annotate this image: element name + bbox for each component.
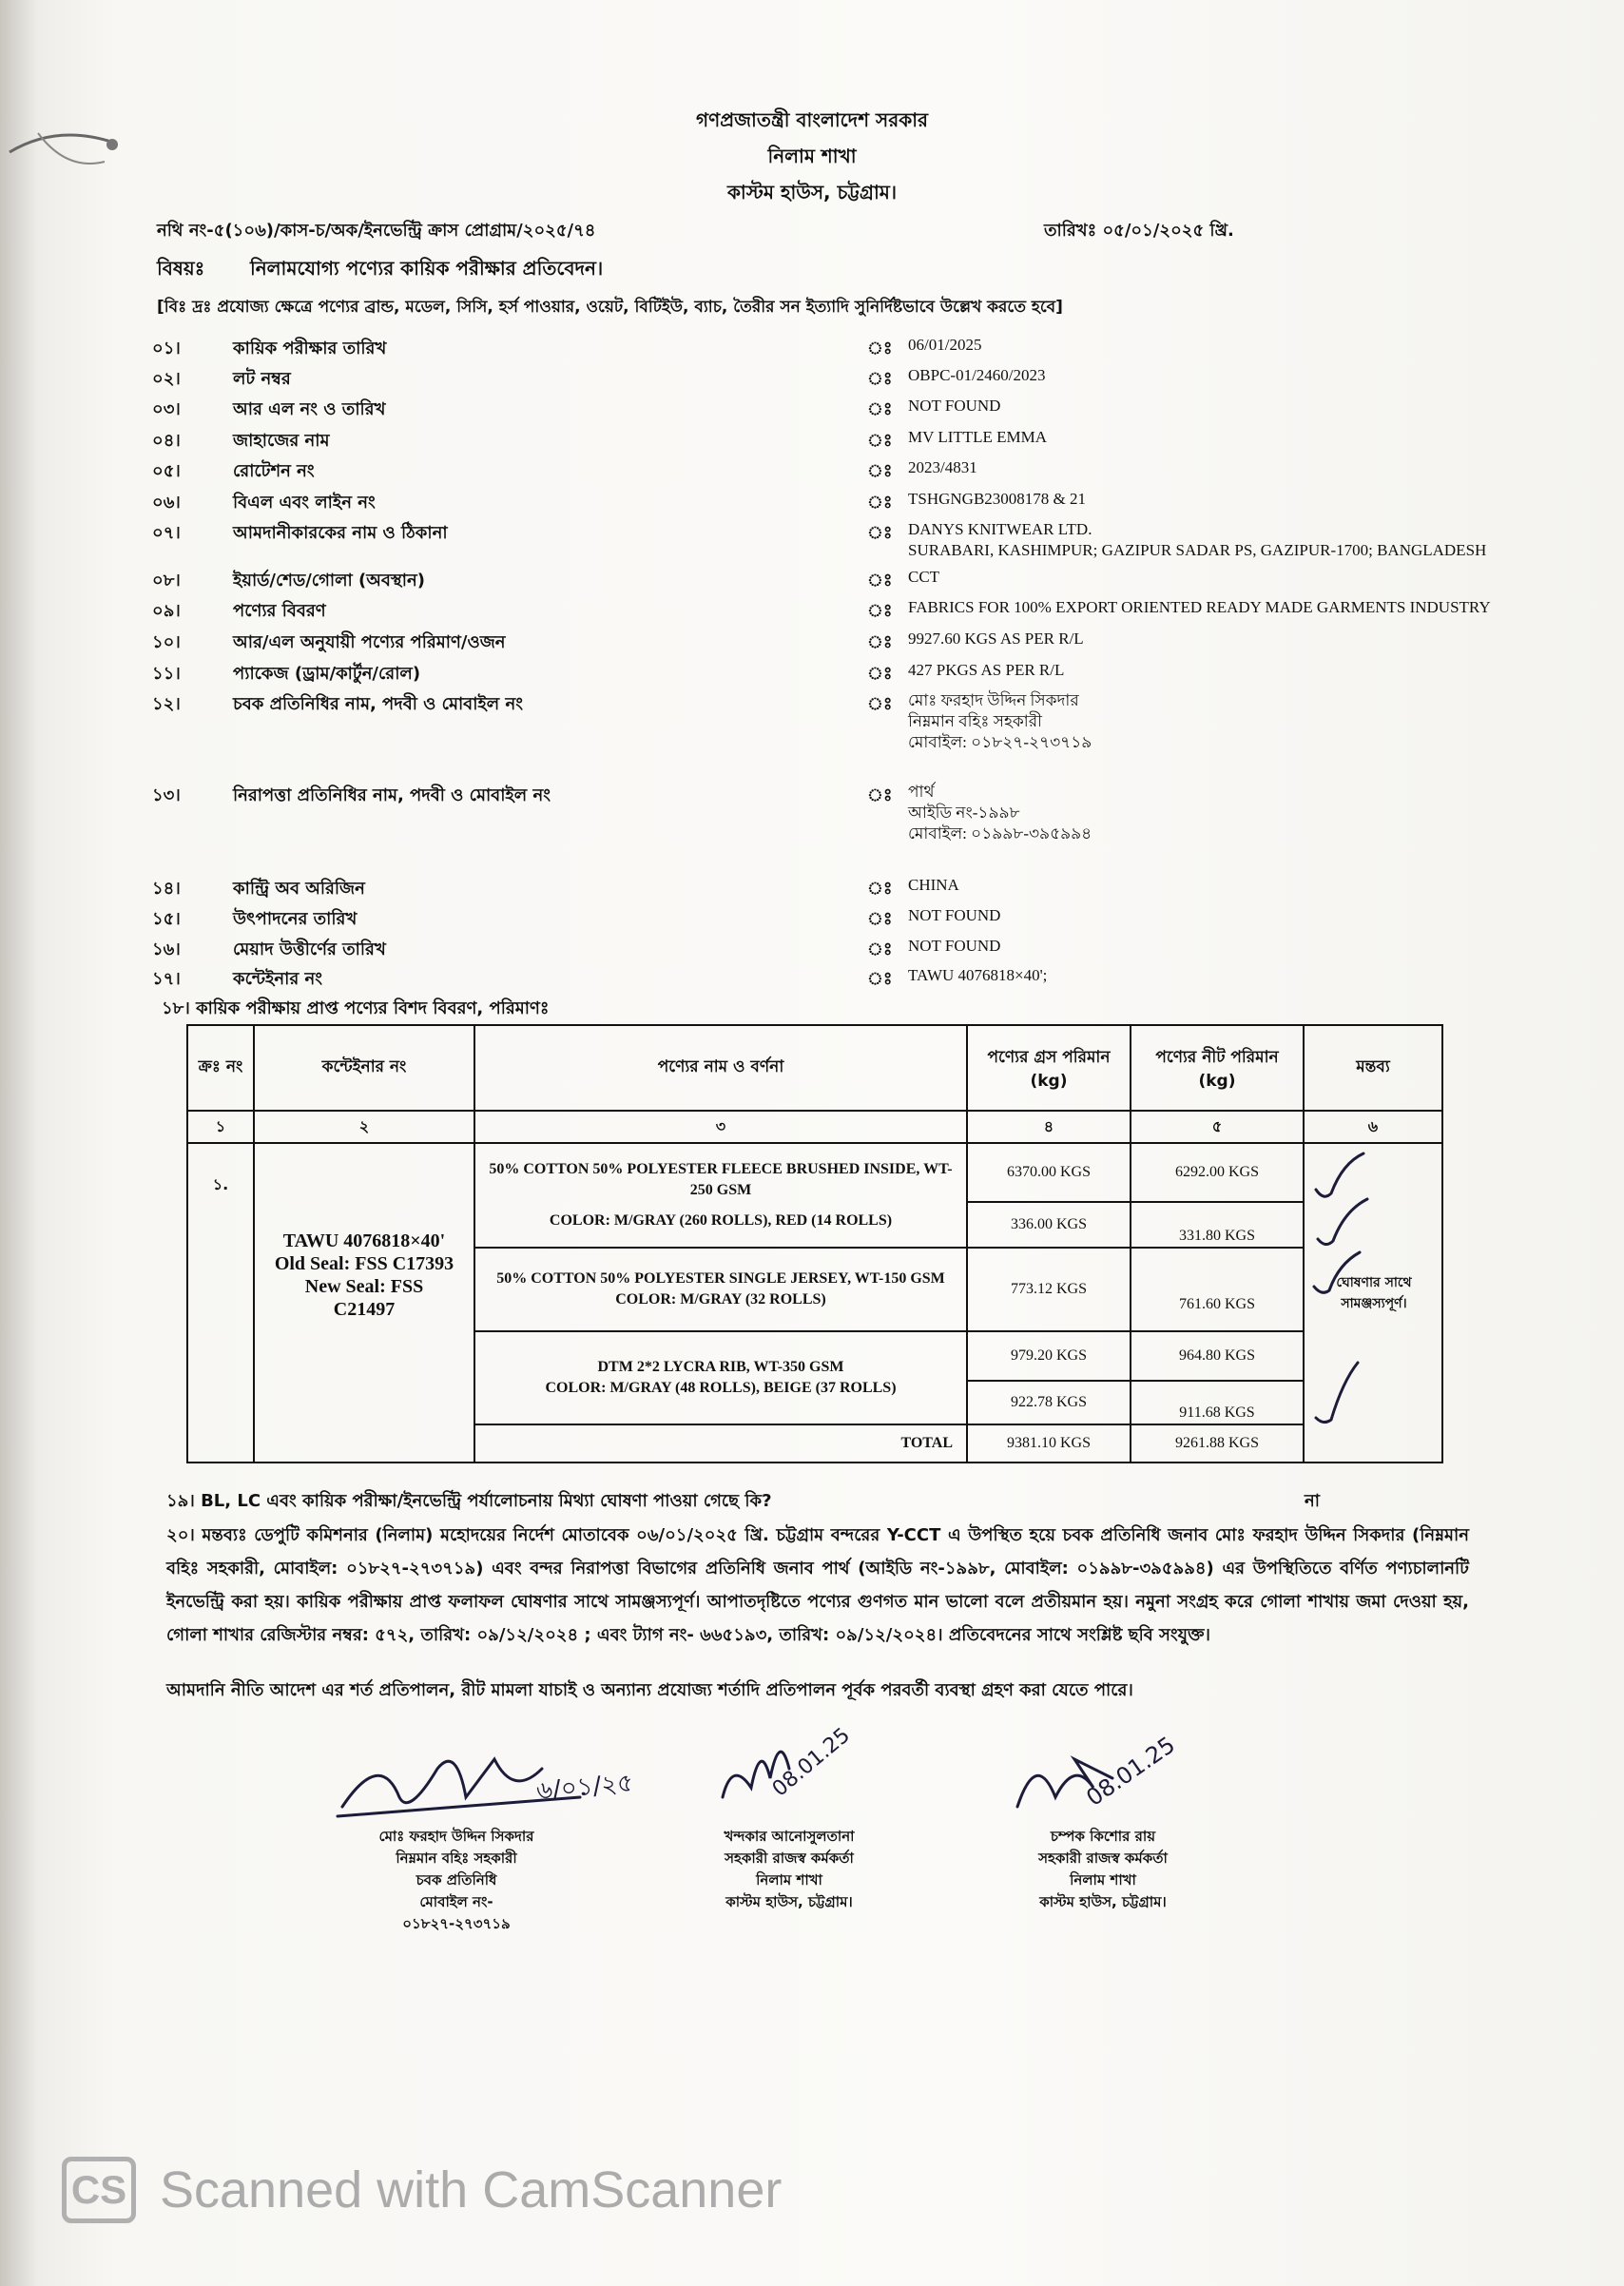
goods-table (186, 1024, 1443, 1463)
item-number: ১৬। (152, 940, 181, 959)
item-label: মেয়াদ উত্তীর্ণের তারিখ (233, 940, 386, 959)
colnum-6: ৬ (1304, 1111, 1442, 1143)
table-header-row (187, 1025, 1442, 1111)
colnum-3: ৩ (474, 1111, 967, 1143)
header-line-2: নিলাম শাখা (767, 145, 857, 167)
item-value: 427 PKGS AS PER R/L (908, 661, 1065, 679)
item-colon: ঃ (867, 879, 893, 899)
signature-3-date: 08.01.25 (1081, 1731, 1180, 1811)
item-colon: ঃ (867, 785, 893, 805)
gross-cell: 773.12 KGS (967, 1248, 1131, 1331)
goods-cell-3 (474, 1331, 967, 1424)
item-value: CCT (908, 568, 940, 586)
colnum-1: ১ (187, 1111, 254, 1143)
item-number: ০৩। (152, 399, 181, 419)
header-remark: মন্তব্য (1304, 1025, 1442, 1111)
signatory-1-title: নিম্নমান বহিঃ সহকারী (396, 1850, 517, 1867)
item-number: ১৫। (152, 909, 181, 929)
item-colon: ঃ (867, 909, 893, 929)
header-container: কন্টেইনার নং (254, 1025, 474, 1111)
item-row (152, 489, 1483, 517)
item-colon: ঃ (867, 461, 893, 481)
item-row (152, 690, 1483, 751)
item-colon: ঃ (867, 601, 893, 621)
signatory-2-office: কাস্টম হাউস, চট্টগ্রাম। (725, 1893, 853, 1910)
item-value: MV LITTLE EMMA (908, 428, 1048, 446)
signature-2-date: 08.01.25 (767, 1723, 855, 1802)
item-row (152, 597, 1491, 626)
item-colon: ঃ (867, 399, 893, 419)
signatory-3 (989, 1826, 1217, 1913)
item-number: ১২। (152, 694, 181, 714)
item-value: TSHGNGB23008178 & 21 (908, 490, 1087, 508)
subject-label: বিষয়ঃ (157, 257, 205, 280)
item-row (152, 660, 1483, 688)
signatory-3-dept: নিলাম শাখা (1070, 1871, 1136, 1889)
item-label: উৎপাদনের তারিখ (233, 909, 358, 929)
subject: নিলামযোগ্য পণ্যের কায়িক পরীক্ষার প্রতিবেদন। (250, 257, 604, 280)
signatory-2-dept: নিলাম শাখা (756, 1871, 822, 1889)
item-colon: ঃ (867, 431, 893, 451)
total-net: 9261.88 KGS (1131, 1424, 1304, 1463)
item-number: ১৪। (152, 879, 181, 899)
item-colon: ঃ (867, 339, 893, 358)
item-row (152, 936, 1483, 964)
signatory-1 (342, 1826, 570, 1935)
item-number: ০৬। (152, 493, 181, 513)
goods-cell-1 (474, 1143, 967, 1248)
item-row (152, 905, 1483, 934)
item-number: ১৩। (152, 785, 181, 805)
item-value: NOT FOUND (908, 906, 1001, 924)
item-number: ০৫। (152, 461, 181, 481)
item-label: লট নম্বর (233, 369, 291, 389)
signatory-3-title: সহকারী রাজস্ব কর্মকর্তা (1038, 1850, 1168, 1867)
signature-1-date: ৬/০১/২৫ (534, 1769, 635, 1806)
net-cell: 911.68 KGS (1131, 1381, 1304, 1424)
item-label: জাহাজের নাম (233, 431, 330, 451)
item-number: ১৭। (152, 969, 181, 989)
gross-cell: 979.20 KGS (967, 1331, 1131, 1381)
item-colon: ঃ (867, 493, 893, 513)
item-label: চবক প্রতিনিধির নাম, পদবী ও মোবাইল নং (233, 694, 523, 714)
signatory-3-office: কাস্টম হাউস, চট্টগ্রাম। (1039, 1893, 1167, 1910)
item-value: DANYS KNITWEAR LTD. SURABARI, KASHIMPUR; GAZIPUR SADAR PS, GAZIPUR-1700; BANGLADESH (908, 520, 1487, 559)
item-label: আমদানীকারকের নাম ও ঠিকানা (233, 523, 448, 543)
item-label: ইয়ার্ড/শেড/গোলা (অবস্থান) (233, 571, 425, 591)
goods-desc-2: 50% COTTON 50% POLYESTER SINGLE JERSEY, WT-150 GSM (496, 1270, 945, 1287)
item-colon: ঃ (867, 969, 893, 989)
header-line-1: গণপ্রজাতন্ত্রী বাংলাদেশ সরকার (696, 108, 928, 131)
item-value: পার্থ আইডি নং-১৯৯৮ মোবাইল: ০১৯৯৮-৩৯৫৯৯৪ (908, 783, 1092, 843)
remark-cell (1304, 1143, 1442, 1463)
item-colon: ঃ (867, 571, 893, 591)
total-label: TOTAL (474, 1424, 967, 1463)
item-number: ১০। (152, 632, 181, 652)
item-colon: ঃ (867, 369, 893, 389)
item-value: NOT FOUND (908, 397, 1001, 415)
item-row (152, 396, 1483, 424)
item-colon: ঃ (867, 523, 893, 543)
signatory-3-name: চম্পক কিশোর রায় (1050, 1828, 1156, 1845)
item-row (152, 427, 1483, 455)
goods-desc-3: DTM 2*2 LYCRA RIB, WT-350 GSM (597, 1359, 844, 1375)
item-row (152, 875, 1483, 903)
remark-text: ঘোষণার সাথে সামঞ্জস্যপূর্ণ। (1336, 1275, 1412, 1311)
signatory-2 (675, 1826, 903, 1913)
goods-desc-1: 50% COTTON 50% POLYESTER FLEECE BRUSHED INSIDE, WT-250 GSM (489, 1161, 953, 1198)
report-date: তারিখঃ ০৫/০১/২০২৫ খ্রি. (1044, 221, 1234, 241)
table-row (187, 1143, 1442, 1202)
question-19-answer: না (1305, 1491, 1320, 1511)
item-colon: ঃ (867, 664, 893, 684)
item-value: 06/01/2025 (908, 336, 982, 354)
signatory-1-mobile: ০১৮২৭-২৭৩৭১৯ (402, 1915, 511, 1932)
serial-cell: ১. (187, 1143, 254, 1463)
file-number: নথি নং-৫(১০৬)/কাস-চ/অক/ইনভেন্ট্রি ক্রাস প্রোগ্রাম/২০২৫/৭৪ (157, 221, 596, 241)
container-cell: TAWU 4076818×40' Old Seal: FSS C17393 New Seal: FSS C21497 (254, 1143, 474, 1463)
item-row (152, 567, 1483, 595)
item-value: মোঃ ফরহাদ উদ্দিন সিকদার নিম্নমান বহিঃ সহকারী মোবাইল: ০১৮২৭-২৭৩৭১৯ (908, 691, 1092, 751)
camscanner-watermark: Scanned with CamScanner (160, 2161, 783, 2218)
signature-2-icon (694, 1721, 865, 1826)
net-cell: 761.60 KGS (1131, 1248, 1304, 1331)
item-value: OBPC-01/2460/2023 (908, 366, 1046, 384)
signatory-1-role: চবক প্রতিনিধি (416, 1871, 497, 1889)
gross-cell: 922.78 KGS (967, 1381, 1131, 1424)
item-value: 2023/4831 (908, 458, 977, 476)
header-serial: ক্রঃ নং (187, 1025, 254, 1111)
gross-cell: 6370.00 KGS (967, 1143, 1131, 1202)
item-label: প্যাকেজ (ড্রাম/কার্টুন/রোল) (233, 664, 421, 684)
header-line-3: কাস্টম হাউস, চট্টগ্রাম। (726, 181, 898, 203)
goods-color-3: COLOR: M/GRAY (48 ROLLS), BEIGE (37 ROLLS) (545, 1380, 897, 1396)
net-cell: 331.80 KGS (1131, 1202, 1304, 1248)
signatory-2-title: সহকারী রাজস্ব কর্মকর্তা (725, 1850, 854, 1867)
item-value: TAWU 4076818×40'; (908, 966, 1048, 984)
gross-cell: 336.00 KGS (967, 1202, 1131, 1248)
item-colon: ঃ (867, 694, 893, 714)
signatory-1-mobile-label: মোবাইল নং- (419, 1893, 493, 1910)
item-label: কান্ট্রি অব অরিজিন (233, 879, 365, 899)
column-number-row (187, 1111, 1442, 1143)
item-label: কন্টেইনার নং (233, 969, 322, 989)
item-label: আর/এল অনুযায়ী পণ্যের পরিমাণ/ওজন (233, 632, 506, 652)
instruction-note: [বিঃ দ্রঃ প্রযোজ্য ক্ষেত্রে পণ্যের ব্রান্ড, মডেল, সিসি, হর্স পাওয়ার, ওয়েট, বিটিইউ, ব্যাচ, তৈরীর সন ইত্যাদি সুনির্দিষ্টভাবে উল্লেখ করতে হবে] (157, 298, 1063, 317)
item-value: NOT FOUND (908, 937, 1001, 955)
item-value: 9927.60 KGS AS PER R/L (908, 630, 1084, 648)
item-row (152, 965, 1483, 994)
item-number: ০২। (152, 369, 181, 389)
goods-color-2: COLOR: M/GRAY (32 ROLLS) (615, 1291, 826, 1308)
item-label: রোটেশন নং (233, 461, 315, 481)
item-row (152, 335, 1483, 363)
item-label: পণ্যের বিবরণ (233, 601, 326, 621)
signatory-1-name: মোঃ ফরহাদ উদ্দিন সিকদার (378, 1828, 534, 1845)
item-label: আর এল নং ও তারিখ (233, 399, 386, 419)
colnum-4: ৪ (967, 1111, 1131, 1143)
item-row (152, 457, 1483, 486)
signatory-2-name: খন্দকার আনোসুলতানা (724, 1828, 855, 1845)
header-gross: পণ্যের গ্রস পরিমান (kg) (967, 1025, 1131, 1111)
goods-cell-2 (474, 1248, 967, 1331)
closing-line: আমদানি নীতি আদেশ এর শর্ত প্রতিপালন, রীট মামলা যাচাই ও অন্যান্য প্রযোজ্য শর্তাদি প্রতিপালন পূর্বক পরবর্তী ব্যবস্থা গ্রহণ করা যেতে পারে। (166, 1680, 1133, 1700)
remarks-paragraph: ২০। মন্তব্যঃ ডেপুটি কমিশনার (নিলাম) মহোদয়ের নির্দেশ মোতাবেক ০৬/০১/২০২৫ খ্রি. চট্টগ্রাম বন্দরের Y-CCT এ উপস্থিত হয়ে চবক প্রতিনিধি জনাব মোঃ ফরহাদ উদ্দিন সিকদার (নিম্নমান বহিঃ সহকারী, মোবাইল: ০১৮২৭-২৭৩৭১৯) এবং বন্দর নিরাপত্তা বিভাগের প্রতিনিধি জনাব পার্থ (আইডি নং-১৯৯৮, মোবাইল: ০১৯৯৮-৩৯৫৯৯৪) এর উপস্থিতিতে বর্ণিত পণ্যচালানটি ইনভেন্ট্রি করা হয়। কায়িক পরীক্ষায় প্রাপ্ত ফলাফল ঘোষণার সাথে সামঞ্জস্যপূর্ণ। আপাতদৃষ্টিতে পণ্যের গুণগত মান ভালো বলে প্রতীয়মান হয়। নমুনা সংগ্রহ করে গোলা শাখায় জমা দেওয়া হয়, গোলা শাখার রেজিস্টার নম্বর: ৫৭২, তারিখ: ০৯/১২/২০২৪ ; এবং ট্যাগ নং- ৬৬৫১৯৩, তারিখ: ০৯/১২/২০২৪। প্রতিবেদনের সাথে সংশ্লিষ্ট ছবি সংযুক্ত। (166, 1525, 1469, 1645)
item-label: বিএল এবং লাইন নং (233, 493, 376, 513)
total-gross: 9381.10 KGS (967, 1424, 1131, 1463)
item-18-heading: ১৮। কায়িক পরীক্ষায় প্রাপ্ত পণ্যের বিশদ বিবরণ, পরিমাণঃ (162, 998, 550, 1018)
item-number: ০৮। (152, 571, 181, 591)
item-number: ০৭। (152, 523, 181, 543)
item-number: ০৪। (152, 431, 181, 451)
item-row (152, 782, 1483, 843)
item-label: নিরাপত্তা প্রতিনিধির নাম, পদবী ও মোবাইল নং (233, 785, 551, 805)
item-row (152, 365, 1483, 394)
net-cell: 6292.00 KGS (1131, 1143, 1304, 1202)
header-net: পণ্যের নীট পরিমান (kg) (1131, 1025, 1304, 1111)
signature-1-icon (323, 1740, 635, 1826)
item-value: FABRICS FOR 100% EXPORT ORIENTED READY MADE GARMENTS INDUSTRY (908, 598, 1491, 616)
question-19: ১৯। BL, LC এবং কায়িক পরীক্ষা/ইনভেন্ট্রি পর্যালোচনায় মিথ্যা ঘোষণা পাওয়া গেছে কি? (166, 1491, 772, 1511)
header-goods: পণ্যের নাম ও বর্ণনা (474, 1025, 967, 1111)
colnum-2: ২ (254, 1111, 474, 1143)
goods-color-1: COLOR: M/GRAY (260 ROLLS), RED (14 ROLLS) (549, 1212, 893, 1229)
item-colon: ঃ (867, 632, 893, 652)
item-row (152, 519, 1487, 559)
item-colon: ঃ (867, 940, 893, 959)
signature-3-icon (998, 1721, 1208, 1826)
item-number: ০৯। (152, 601, 181, 621)
item-row (152, 629, 1483, 657)
net-cell: 964.80 KGS (1131, 1331, 1304, 1381)
item-value: CHINA (908, 876, 959, 894)
item-number: ১১। (152, 664, 181, 684)
item-label: কায়িক পরীক্ষার তারিখ (233, 339, 387, 358)
item-number: ০১। (152, 339, 181, 358)
camscanner-logo-icon: CS (62, 2157, 136, 2223)
colnum-5: ৫ (1131, 1111, 1304, 1143)
